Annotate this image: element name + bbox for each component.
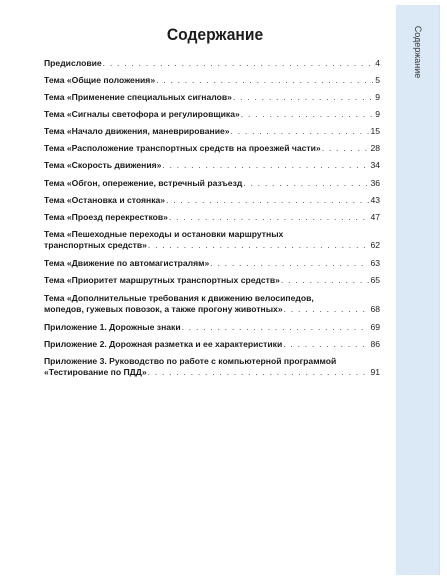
dot-leader bbox=[233, 92, 374, 103]
toc-page-number: 15 bbox=[370, 126, 380, 136]
dot-leader bbox=[156, 75, 374, 86]
toc-entry bbox=[44, 143, 380, 154]
toc-entry-title: мопедов, гужевых повозок, а также прогону животных» bbox=[44, 303, 283, 314]
toc-page-number: 9 bbox=[375, 92, 380, 102]
toc-entry-title: Тема «Расположение транспортных средств на проезжей части» bbox=[44, 143, 321, 153]
page-title: Содержание bbox=[166, 25, 264, 44]
toc-page-number: 91 bbox=[370, 366, 380, 377]
toc-entry-title: Тема «Применение специальных сигналов» bbox=[44, 92, 232, 102]
toc-page-number: 28 bbox=[370, 143, 380, 153]
section-side-tab bbox=[396, 5, 440, 575]
dot-leader bbox=[148, 240, 370, 251]
toc-entry-title: Тема «Сигналы светофора и регулировщика» bbox=[44, 109, 240, 119]
toc-page-number: 36 bbox=[370, 178, 380, 188]
toc-entry-title: Тема «Движение по автомагистралям» bbox=[44, 258, 210, 268]
toc-entry bbox=[44, 109, 380, 120]
toc-entry bbox=[44, 258, 380, 269]
dot-leader bbox=[148, 367, 370, 378]
toc-entry-title: Приложение 1. Дорожные знаки bbox=[44, 322, 181, 332]
toc-entry-title: Тема «Общие положения» bbox=[44, 75, 156, 85]
toc-entry bbox=[44, 178, 380, 189]
toc-page-number: 4 bbox=[375, 58, 380, 68]
toc-entry bbox=[44, 212, 380, 223]
toc-entry bbox=[44, 75, 380, 86]
dot-leader bbox=[281, 275, 370, 286]
toc-page-number: 86 bbox=[370, 339, 380, 349]
toc-entry-title: «Тестирование по ПДД» bbox=[44, 366, 147, 377]
toc-entry-title: Тема «Приоритет маршрутных транспортных средств» bbox=[44, 275, 280, 285]
dot-leader bbox=[103, 58, 375, 69]
toc-page-number: 65 bbox=[370, 275, 380, 285]
toc-entry-title: Тема «Обгон, опережение, встречный разъезд bbox=[44, 178, 243, 188]
toc-page-number: 47 bbox=[370, 212, 380, 222]
toc-entry bbox=[44, 339, 380, 350]
toc-page-number: 43 bbox=[370, 195, 380, 205]
dot-leader bbox=[169, 212, 369, 223]
toc-entry bbox=[44, 58, 380, 69]
toc-entry bbox=[44, 275, 380, 286]
toc-entry bbox=[44, 293, 380, 314]
dot-leader bbox=[322, 143, 370, 154]
toc-entry bbox=[44, 160, 380, 171]
dot-leader bbox=[166, 195, 369, 206]
toc-entry bbox=[44, 322, 380, 333]
toc-page-number: 63 bbox=[370, 258, 380, 268]
toc-entry-title: Тема «Остановка и стоянка» bbox=[44, 195, 166, 205]
dot-leader bbox=[231, 126, 370, 137]
toc-entry bbox=[44, 92, 380, 103]
side-tab-label: Содержание bbox=[413, 25, 423, 79]
toc-page-number: 62 bbox=[370, 239, 380, 250]
dot-leader bbox=[210, 258, 369, 269]
toc-entry bbox=[44, 229, 380, 250]
toc-entry-title: Приложение 2. Дорожная разметка и ее характеристики bbox=[44, 339, 283, 349]
dot-leader bbox=[284, 304, 370, 315]
toc-entry bbox=[44, 126, 380, 137]
toc-page-number: 68 bbox=[370, 303, 380, 314]
dot-leader bbox=[162, 160, 369, 171]
toc-page-number: 5 bbox=[375, 75, 380, 85]
dot-leader bbox=[241, 109, 374, 120]
toc-entry-title-line: Тема «Пешеходные переходы и остановки маршрутных bbox=[44, 229, 284, 239]
toc-entry-title-line: Тема «Дополнительные требования к движению велосипедов, bbox=[44, 293, 314, 303]
toc-page-number: 9 bbox=[375, 109, 380, 119]
toc-entry bbox=[44, 195, 380, 206]
toc-entry-title: Предисловие bbox=[44, 58, 102, 68]
toc-page-number: 69 bbox=[370, 322, 380, 332]
toc-entry-title: Тема «Проезд перекрестков» bbox=[44, 212, 168, 222]
toc-page-number: 34 bbox=[370, 160, 380, 170]
toc-entry bbox=[44, 356, 380, 377]
dot-leader bbox=[243, 178, 369, 189]
toc-entry-title: транспортных средств» bbox=[44, 239, 147, 250]
dot-leader bbox=[182, 322, 370, 333]
toc-entry-title-line: Приложение 3. Руководство по работе с компьютерной программой bbox=[44, 356, 337, 366]
toc-entry-title: Тема «Начало движения, маневрирование» bbox=[44, 126, 230, 136]
toc-entry-title: Тема «Скорость движения» bbox=[44, 160, 162, 170]
dot-leader bbox=[283, 339, 369, 350]
